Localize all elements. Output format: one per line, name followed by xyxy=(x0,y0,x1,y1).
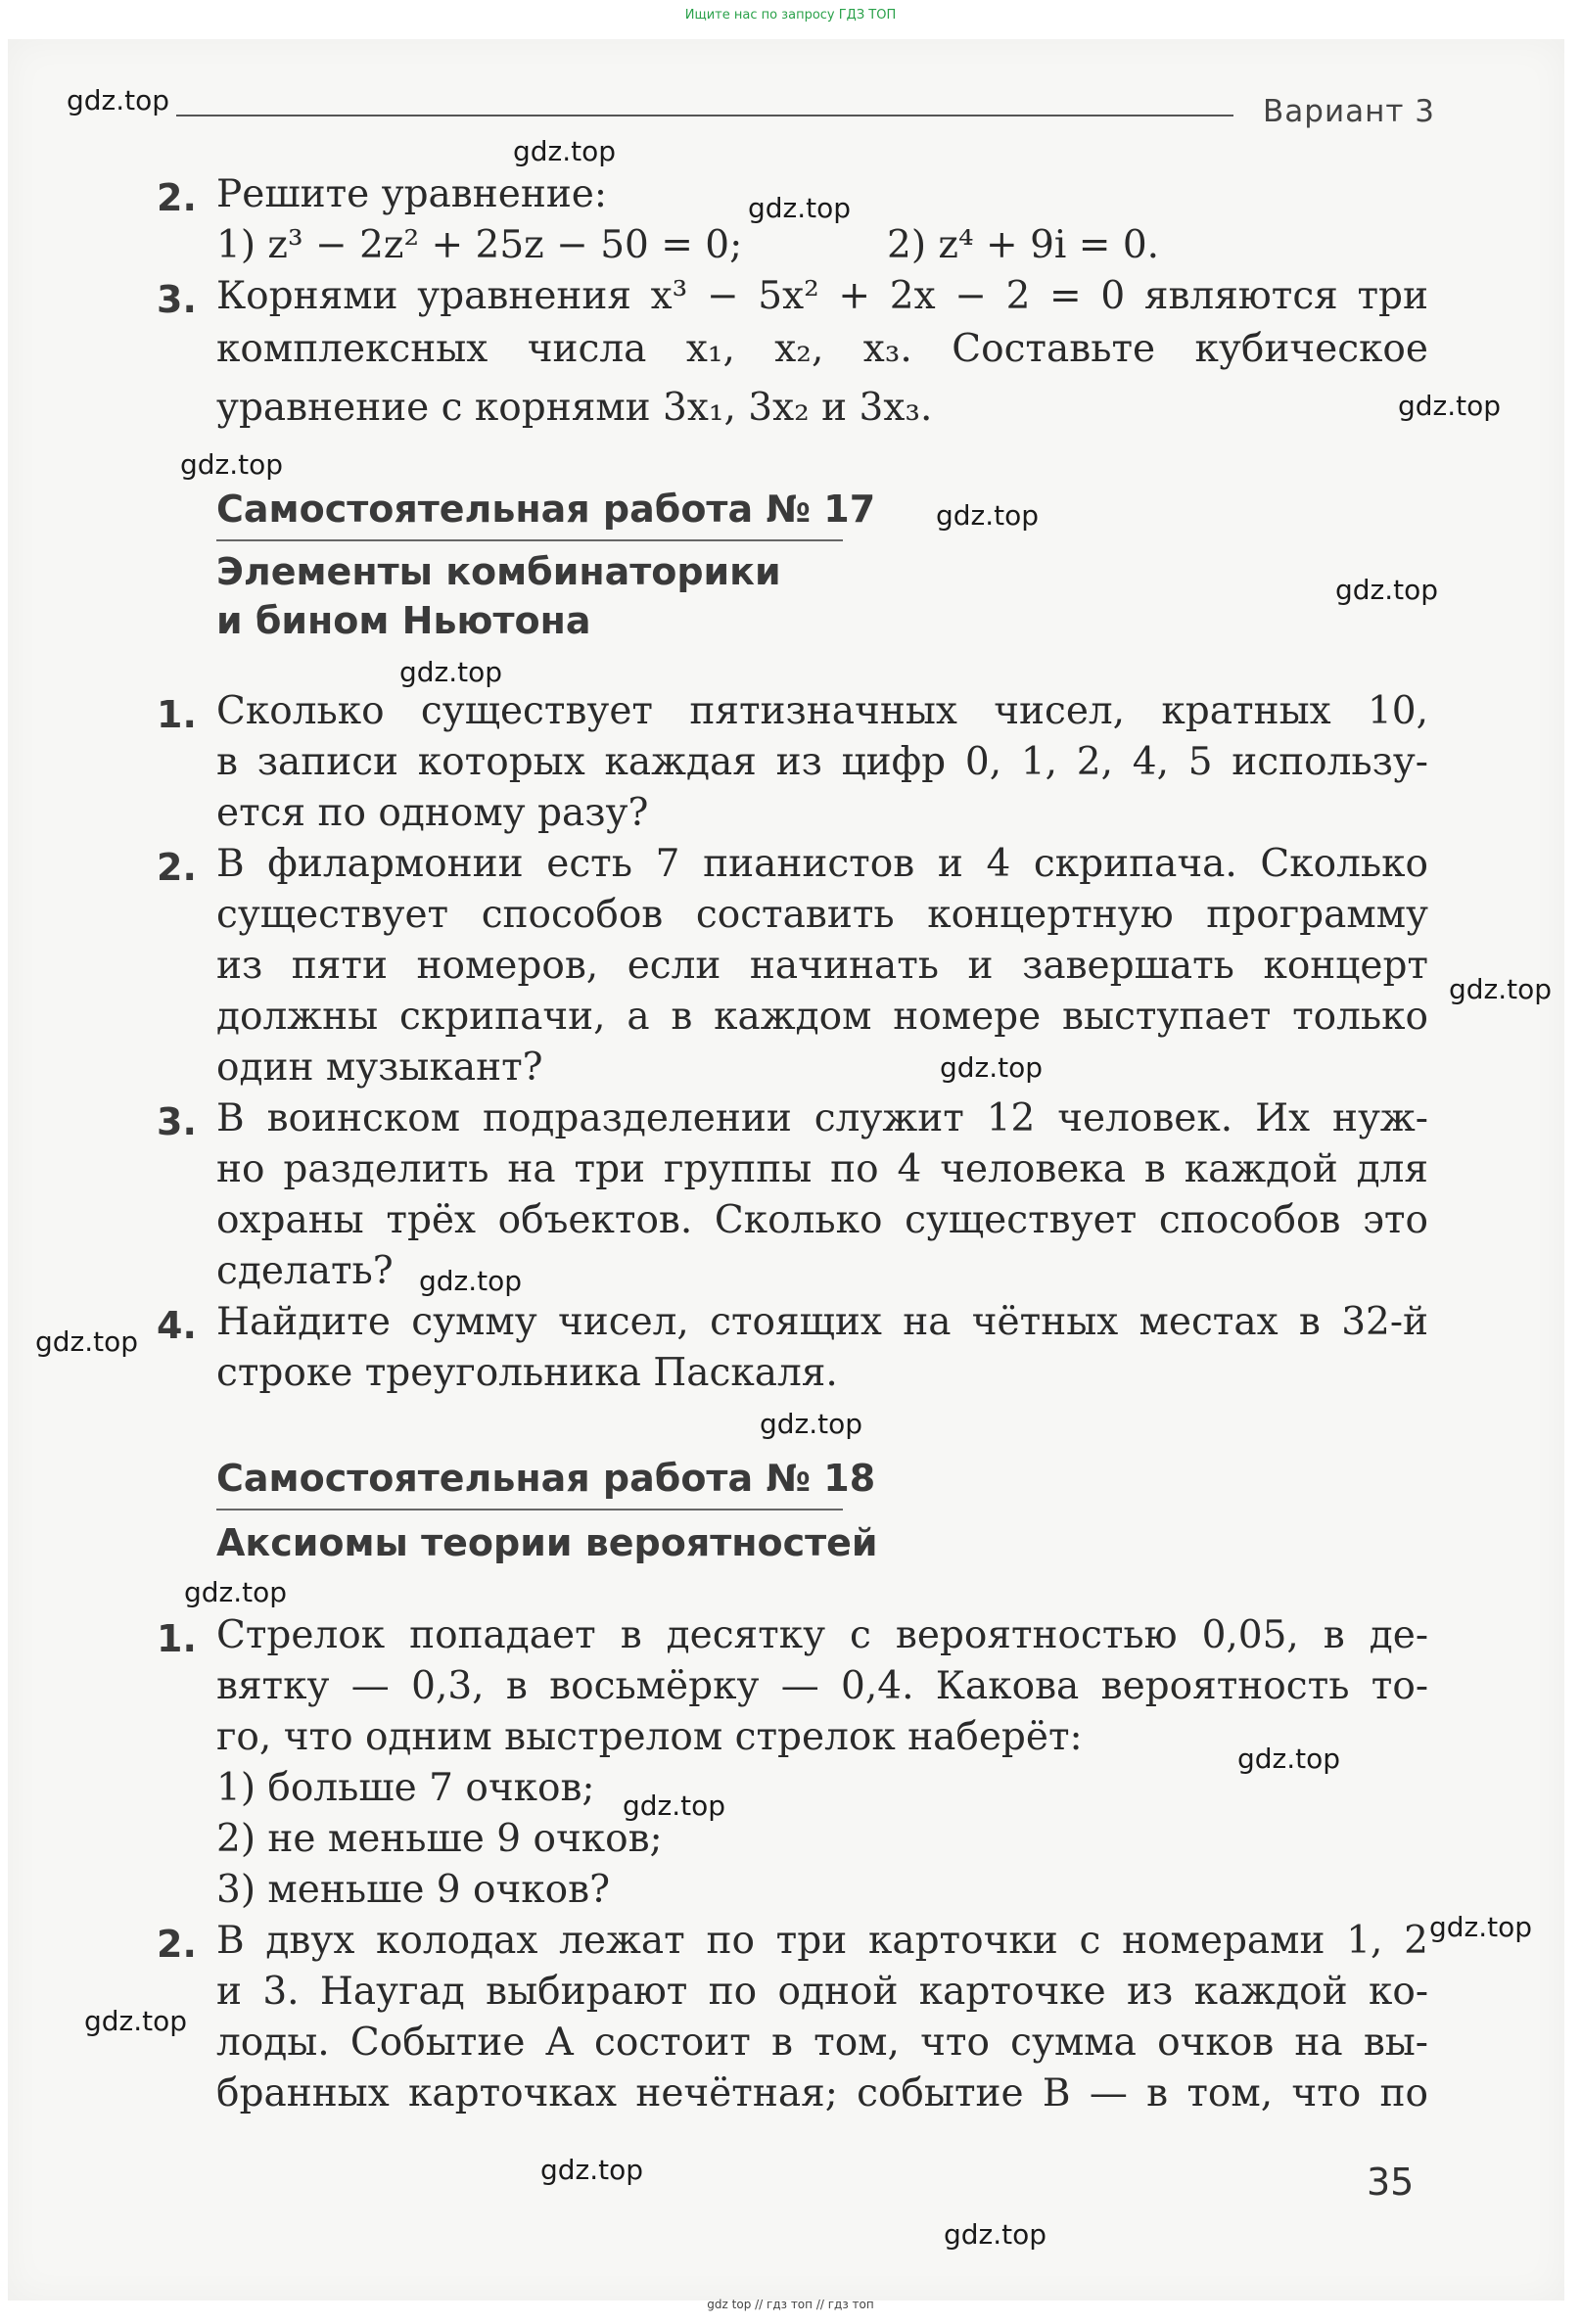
section17-heading: Самостоятельная работа № 17 xyxy=(216,488,876,531)
s18-q2-line-2: и 3. Наугад выбирают по одной карточке из каждой ко- xyxy=(216,1970,1428,2014)
section18-title-line-1: Аксиомы теории вероятностей xyxy=(216,1521,878,1564)
watermark: gdz.top xyxy=(399,656,503,688)
header-rule xyxy=(176,115,1233,116)
s17-q2-line-4: должны скрипачи, а в каждом номере выступает только xyxy=(216,995,1428,1039)
watermark: gdz.top xyxy=(1449,973,1553,1005)
section17-heading-rule xyxy=(216,539,843,541)
s17-q1-line-3: ется по одному разу? xyxy=(216,791,649,835)
watermark: gdz.top xyxy=(623,1789,726,1822)
watermark: gdz.top xyxy=(936,499,1040,532)
s17-q3-line-4: сделать? xyxy=(216,1249,394,1293)
watermark: gdz.top xyxy=(1429,1911,1533,1943)
watermark: gdz.top xyxy=(35,1325,139,1358)
section17-title-line-1: Элементы комбинаторики xyxy=(216,550,781,593)
watermark: gdz.top xyxy=(940,1051,1044,1084)
variant-label: Вариант 3 xyxy=(1263,94,1435,129)
s18-q2-line-1: В двух колодах лежат по три карточки с номерами 1, 2 xyxy=(216,1919,1428,1963)
s18-q1-line-2: вятку — 0,3, в восьмёрку — 0,4. Какова вероятность то- xyxy=(216,1664,1428,1708)
s17-q2-number: 2. xyxy=(157,846,197,889)
watermark: gdz.top xyxy=(944,2218,1047,2251)
s17-q1-line-2: в записи которых каждая из цифр 0, 1, 2, 4, 5 использу- xyxy=(216,740,1428,784)
watermark: gdz.top xyxy=(180,448,284,481)
s18-q1-line-4: 1) больше 7 очков; xyxy=(216,1766,595,1810)
s17-q2-line-1: В филармонии есть 7 пианистов и 4 скрипача. Сколько xyxy=(216,842,1428,886)
section17-title-line-2: и бином Ньютона xyxy=(216,599,591,642)
s17-q2-line-5: один музыкант? xyxy=(216,1046,543,1090)
s17-q2-line-3: из пяти номеров, если начинать и завершать концерт xyxy=(216,944,1428,988)
prev-q2-line-2: 1) z³ − 2z² + 25z − 50 = 0; xyxy=(216,223,743,267)
prev-q3-line-1: Корнями уравнения x³ − 5x² + 2x − 2 = 0 являются три xyxy=(216,274,1428,318)
s18-q1-line-5: 2) не меньше 9 очков; xyxy=(216,1817,663,1861)
prev-q3-line-3: уравнение с корнями 3x₁, 3x₂ и 3x₃. xyxy=(216,386,933,430)
s17-q2-line-2: существует способов составить концертную программу xyxy=(216,893,1428,937)
s17-q4-line-2: строке треугольника Паскаля. xyxy=(216,1351,838,1395)
bottom-note: gdz top // гдз топ // гдз топ xyxy=(707,2298,874,2311)
s18-q2-line-3: лоды. Событие A состоит в том, что сумма очков на вы- xyxy=(216,2021,1428,2065)
section18-heading-rule xyxy=(216,1509,843,1511)
watermark: gdz.top xyxy=(513,135,617,167)
watermark: gdz.top xyxy=(748,192,852,224)
s18-q1-number: 1. xyxy=(157,1617,197,1660)
s17-q3-line-2: но разделить на три группы по 4 человека в каждой для xyxy=(216,1147,1428,1191)
s17-q3-line-3: охраны трёх объектов. Сколько существует способов это xyxy=(216,1198,1428,1242)
prev-q3-line-2: комплексных числа x₁, x₂, x₃. Составьте кубическое xyxy=(216,327,1428,371)
s17-q4-number: 4. xyxy=(157,1304,197,1347)
s17-q1-line-1: Сколько существует пятизначных чисел, кратных 10, xyxy=(216,689,1428,733)
prev-q2-line-3: 2) z⁴ + 9i = 0. xyxy=(887,223,1160,267)
s17-q3-line-1: В воинском подразделении служит 12 человек. Их нуж- xyxy=(216,1096,1428,1140)
prev-q3-number: 3. xyxy=(157,278,197,321)
s17-q3-number: 3. xyxy=(157,1100,197,1143)
watermark: gdz.top xyxy=(1398,390,1502,422)
top-note: Ищите нас по запросу ГДЗ ТОП xyxy=(684,8,897,23)
watermark: gdz.top xyxy=(419,1265,523,1297)
s17-q1-number: 1. xyxy=(157,693,197,736)
prev-q2-line-1: Решите уравнение: xyxy=(216,172,608,216)
watermark: gdz.top xyxy=(1237,1743,1341,1775)
watermark: gdz.top xyxy=(540,2154,644,2186)
watermark: gdz.top xyxy=(1335,574,1439,606)
prev-q2-number: 2. xyxy=(157,176,197,219)
s18-q1-line-1: Стрелок попадает в десятку с вероятностью 0,05, в де- xyxy=(216,1613,1428,1657)
s18-q1-line-3: го, что одним выстрелом стрелок наберёт: xyxy=(216,1715,1083,1759)
watermark: gdz.top xyxy=(760,1408,863,1440)
s18-q1-line-6: 3) меньше 9 очков? xyxy=(216,1868,610,1912)
watermark: gdz.top xyxy=(84,2005,188,2037)
s17-q4-line-1: Найдите сумму чисел, стоящих на чётных местах в 32-й xyxy=(216,1300,1428,1344)
page-number: 35 xyxy=(1367,2161,1415,2204)
section18-heading: Самостоятельная работа № 18 xyxy=(216,1457,876,1500)
watermark: gdz.top xyxy=(184,1576,288,1608)
s18-q2-line-4: бранных карточках нечётная; событие B — в том, что по xyxy=(216,2071,1428,2115)
s18-q2-number: 2. xyxy=(157,1923,197,1966)
watermark: gdz.top xyxy=(67,84,170,116)
